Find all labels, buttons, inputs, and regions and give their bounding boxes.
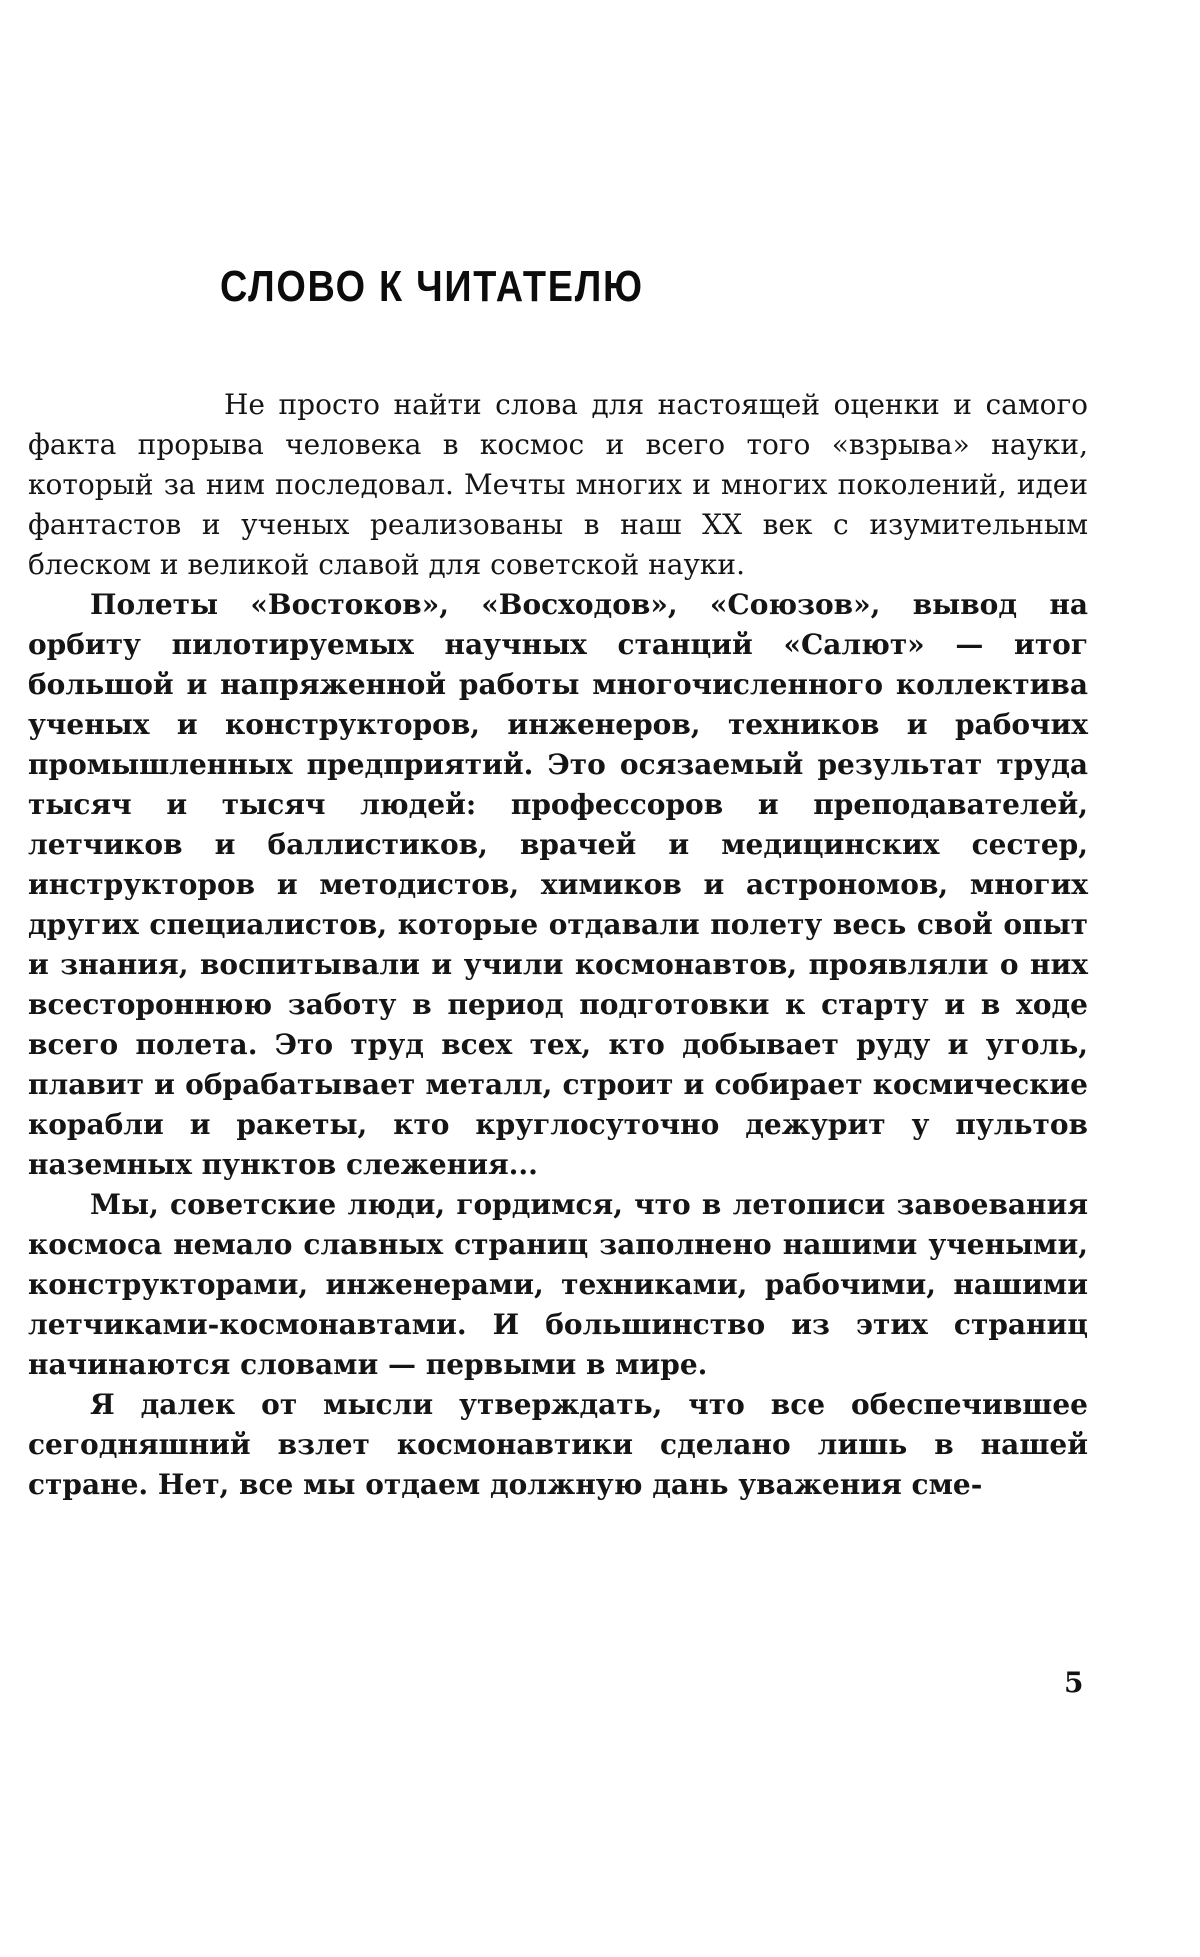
body-text xyxy=(28,385,1088,1505)
chapter-heading: СЛОВО К ЧИТАТЕЛЮ xyxy=(220,262,644,311)
paragraph-not-only-us: Я далек от мысли утверждать, что все обеспечившее сегодняшний взлет космонавтики сделано лишь в нашей стране. Нет, все мы отдаем должную дань уважения сме- xyxy=(28,1388,1088,1501)
paragraph-flights: Полеты «Востоков», «Восходов», «Союзов», вывод на орбиту пилотируемых научных станций «Салют» — итог большой и напряженной работы многочисленного коллектива ученых и конструкторов, инженеров, техников и рабочих промышленных предприятий. Это осязаемый результат труда тысяч и тысяч людей: профессоров и преподавателей, летчиков и баллистиков, врачей и медицинских сестер, инструкторов и методистов, химиков и астрономов, многих других специалистов, которые отдавали полету весь свой опыт и знания, воспитывали и учили космонавтов, проявляли о них всестороннюю заботу в период подготовки к старту и в ходе всего полета. Это труд всех тех, кто добывает руду и уголь, плавит и обрабатывает металл, строит и собирает космические корабли и ракеты, кто круглосуточно дежурит у пультов наземных пунктов слежения... xyxy=(28,588,1088,1181)
page-number: 5 xyxy=(1064,1666,1084,1699)
paragraph-soviet-people: Мы, советские люди, гордимся, что в летописи завоевания космоса немало славных страниц заполнено нашими учеными, конструкторами, инженерами, техниками, рабочими, нашими летчиками-космонавтами. И большинство из этих страниц начинаются словами — первыми в мире. xyxy=(28,1188,1088,1381)
paragraph-intro: Не просто найти слова для настоящей оценки и самого факта прорыва человека в космос и всего того «взрыва» науки, который за ним последовал. Мечты многих и многих поколений, идеи фантастов и ученых реализованы в наш XX век с изумительным блеском и великой славой для советской науки. xyxy=(28,388,1088,581)
